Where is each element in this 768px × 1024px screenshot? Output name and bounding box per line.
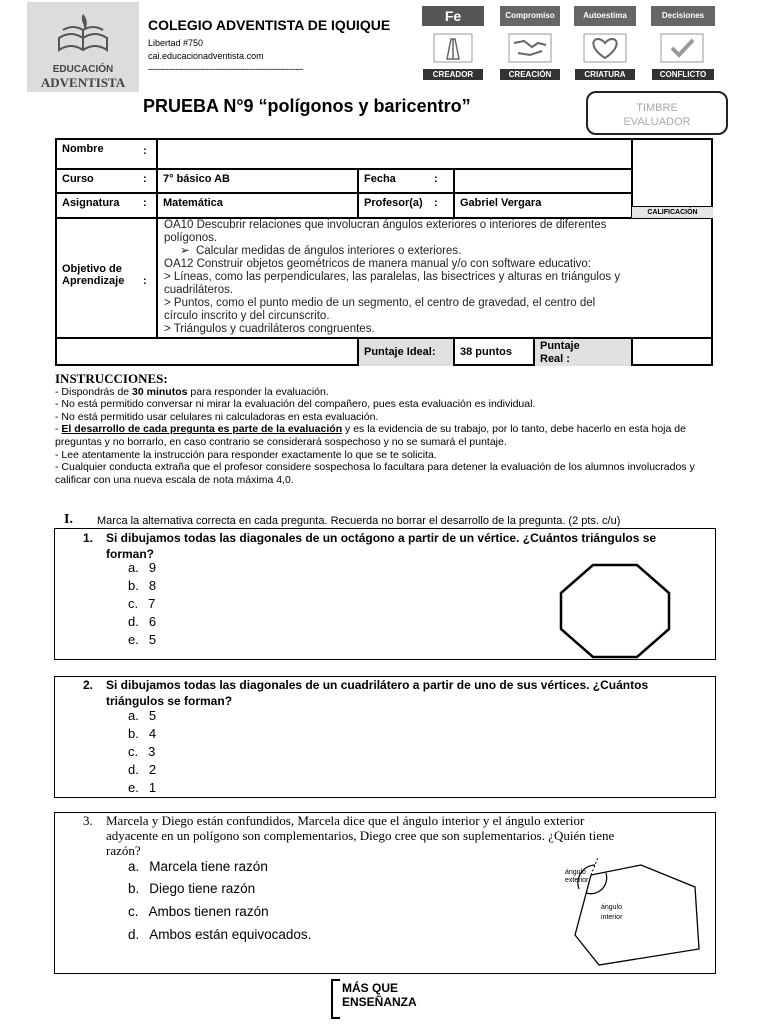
objetivo-line: > Triángulos y cuadriláteros congruentes. [164, 323, 375, 335]
option-letter: b. [128, 726, 139, 741]
handshake-icon [500, 30, 560, 66]
label-line: interior [601, 914, 623, 921]
option-letter: d. [128, 762, 139, 777]
value-bottom-criatura: CRIATURA [575, 69, 635, 80]
instruction-item: - Lee atentamente la instrucción para responder exactamente lo que se te solicita. [55, 448, 437, 461]
option-c[interactable] [128, 904, 269, 919]
option-value: 8 [148, 578, 157, 593]
instructions [55, 373, 705, 486]
option-value: Ambos tienen razón [148, 904, 269, 919]
checkmark-icon [652, 30, 712, 66]
puntaje-real-field[interactable] [632, 338, 713, 366]
curso-value: 7° básico AB [157, 169, 358, 193]
value-bottom-creacion: CREACIÓN [500, 69, 560, 80]
question-number: 2. [83, 678, 94, 692]
instruction-item [55, 423, 705, 448]
colon: : [434, 197, 438, 209]
objetivo-label-1: Objetivo de [62, 263, 122, 275]
option-letter: b. [128, 881, 140, 896]
colon: : [143, 275, 147, 287]
profesor-value: Gabriel Vergara [454, 193, 632, 218]
profesor-label-cell [358, 193, 454, 218]
option-letter: d. [128, 927, 140, 942]
fecha-label-cell [358, 169, 454, 193]
nombre-label-cell [57, 140, 157, 169]
objetivo-line: > Líneas, como las perpendiculares, las paralelas, las bisectrices y alturas en triángulos y [164, 271, 621, 283]
colon: : [434, 173, 438, 185]
puntaje-real-label [534, 338, 632, 366]
bracket-icon [328, 978, 342, 1020]
option-e[interactable] [128, 632, 156, 647]
nombre-label: Nombre [62, 143, 104, 155]
exterior-angle-label [565, 869, 588, 885]
school-name: COLEGIO ADVENTISTA DE IQUIQUE [148, 17, 391, 33]
option-value: Diego tiene razón [149, 881, 256, 896]
puntaje-real-label-2: Real : [540, 353, 570, 365]
option-letter: e. [128, 780, 139, 795]
question-number: 3. [83, 813, 93, 828]
objetivo-line: ➢ Calcular medidas de ángulos interiores o exteriores. [164, 245, 462, 257]
instruction-item: - No está permitido usar celulares ni calculadoras en esta evaluación. [55, 410, 379, 423]
option-a[interactable] [128, 859, 268, 874]
section-numeral: I. [64, 512, 73, 527]
asignatura-label: Asignatura [62, 197, 120, 209]
curso-label: Curso [62, 173, 94, 185]
octagon-figure [559, 563, 671, 659]
option-letter: c. [128, 744, 139, 759]
option-letter: a. [128, 859, 140, 874]
question-3-text-3: razón? [106, 843, 141, 858]
option-value: 6 [148, 614, 157, 629]
instruction-bold: El desarrollo de cada pregunta es parte de la evaluación [61, 423, 343, 436]
interior-angle-label [601, 903, 622, 923]
calificacion-box[interactable] [632, 140, 713, 218]
asignatura-value: Matemática [157, 193, 358, 218]
question-1-text-1: Si dibujamos todas las diagonales de un octágono a partir de un vértice. ¿Cuántos triángulos se [106, 531, 657, 545]
profesor-label: Profesor(a) [364, 197, 423, 209]
instruction-item [55, 386, 705, 399]
option-letter: e. [128, 632, 139, 647]
school-address: Libertad #750 [148, 38, 204, 48]
objetivo-line: OA12 Construir objetos geométricos de manera manual y/o con software educativo: [164, 258, 591, 270]
option-value: Ambos están equivocados. [149, 927, 312, 942]
fecha-label: Fecha [364, 173, 396, 185]
option-a[interactable] [128, 708, 156, 723]
angle-figure [549, 857, 711, 969]
value-bottom-conflicto: CONFLICTO [652, 69, 714, 80]
instructions-heading: INSTRUCCIONES: [55, 371, 168, 386]
question-3-box [54, 812, 716, 974]
option-value: 5 [148, 632, 157, 647]
page-title: PRUEBA N°9 “polígonos y baricentro” [143, 96, 471, 116]
colon: : [143, 173, 147, 185]
header-dashes: -------------------------------------------------------------- [148, 64, 303, 74]
option-b[interactable] [128, 881, 255, 896]
option-letter: b. [128, 578, 139, 593]
option-value: 5 [148, 708, 157, 723]
open-bible-flame-icon [53, 8, 113, 56]
nombre-field[interactable] [157, 140, 632, 169]
option-letter: a. [128, 708, 139, 723]
logo-line-1: EDUCACIÓN [52, 64, 114, 75]
section-instruction: Marca la alternativa correcta en cada pregunta. Recuerda no borrar el desarrollo de la pregunta. (2 pts. c/u) [97, 515, 621, 527]
value-top-compromiso: Compromiso [500, 6, 560, 26]
option-b[interactable] [128, 726, 156, 741]
option-value: 3 [148, 744, 156, 759]
value-top-fe: Fe [422, 6, 484, 26]
option-d[interactable] [128, 614, 156, 629]
objetivo-line: cuadriláteros. [164, 284, 234, 296]
question-1-box [54, 528, 716, 660]
instruction-bold: 30 minutos [132, 385, 188, 398]
school-website: cai.educacionadventista.com [148, 51, 264, 61]
school-logo [27, 2, 139, 92]
heart-icon [575, 30, 635, 66]
objetivo-line: círculo inscrito y del circunscrito. [164, 310, 330, 322]
objetivo-label-cell [57, 218, 157, 338]
option-b[interactable] [128, 578, 156, 593]
value-bottom-creador: CREADOR [423, 69, 483, 80]
question-2-text-1: Si dibujamos todas las diagonales de un cuadrilátero a partir de uno de sus vértices. ¿Cuántos [106, 678, 649, 692]
value-top-autoestima: Autoestima [574, 6, 636, 26]
option-d[interactable] [128, 927, 311, 942]
empty-cell [57, 338, 358, 366]
option-value: 7 [148, 596, 156, 611]
option-value: 2 [148, 762, 157, 777]
question-3-text-1: Marcela y Diego están confundidos, Marcela dice que el ángulo interior y el ángulo exterior [106, 813, 585, 828]
curso-label-cell [57, 169, 157, 193]
option-value: 4 [148, 726, 157, 741]
praying-hands-icon [423, 30, 483, 66]
option-letter: d. [128, 614, 139, 629]
instruction-text: y es la evidencia de su trabajo, por lo tanto, debe hacerlo en esta hoja de preguntas y no borrarlo, en caso contrario se considerará sospechoso y no se sumará el puntaje. [55, 423, 686, 448]
label-line: ángulo [601, 904, 623, 911]
option-letter: c. [128, 904, 139, 919]
question-number: 1. [83, 531, 94, 545]
instruction-text: - [55, 423, 62, 436]
option-a[interactable] [128, 560, 156, 575]
instruction-item: - Cualquier conducta extraña que el profesor considere sospechosa lo facultara para detener la evaluación de los alumnos involucrados y calificar con una nueva escala de nota máxima 4,0. [55, 461, 695, 486]
label-line: ángulo [565, 869, 587, 876]
objetivo-line: OA10 Descubrir relaciones que involucran ángulos exteriores o interiores de diferentes [164, 219, 607, 231]
question-2-text-2: triángulos se forman? [106, 694, 233, 708]
objetivo-text [157, 218, 713, 338]
option-value: 1 [148, 780, 157, 795]
puntaje-real-label-1: Puntaje [540, 340, 580, 352]
option-letter: a. [128, 560, 139, 575]
option-value: 9 [148, 560, 157, 575]
instruction-item: - No está permitido conversar ni mirar la evaluación del compañero, pues esta evaluación es individual. [55, 398, 536, 411]
objetivo-line: > Puntos, como el punto medio de un segmento, el centro de gravedad, el centro del [164, 297, 596, 309]
footer-brand-logo [328, 978, 458, 1020]
logo-line-2: ADVENTISTA [40, 75, 126, 90]
option-e[interactable] [128, 780, 156, 795]
timbre-evaluador-box [586, 91, 728, 135]
calificacion-label: CALIFICACIÓN [632, 206, 713, 218]
option-letter: c. [128, 596, 139, 611]
timbre-line-1: TIMBRE [636, 102, 678, 114]
footer-brand-line-1: MÁS QUE [342, 981, 399, 995]
puntaje-ideal-value: 38 puntos [454, 338, 534, 366]
option-c[interactable] [128, 744, 155, 759]
question-2-box [54, 676, 716, 798]
colon: : [143, 145, 147, 157]
footer-brand-line-2: ENSEÑANZA [342, 995, 417, 1009]
label-line: exterior [565, 877, 589, 884]
instruction-text: para responder la evaluación. [187, 385, 329, 398]
option-d[interactable] [128, 762, 156, 777]
student-info-table [55, 138, 713, 366]
value-top-decisiones: Decisiones [651, 6, 715, 26]
puntaje-ideal-label: Puntaje Ideal: [358, 338, 454, 366]
objetivo-label-2: Aprendizaje [62, 275, 125, 287]
fecha-field[interactable] [454, 169, 632, 193]
question-1-text-2: forman? [106, 547, 154, 561]
asignatura-label-cell [57, 193, 157, 218]
question-3-text-2: adyacente en un polígono son complementarios, Diego cree que son suplementarios. ¿Quién tiene [106, 828, 615, 843]
objetivo-line: polígonos. [164, 232, 218, 244]
colon: : [143, 197, 147, 209]
option-c[interactable] [128, 596, 155, 611]
option-value: Marcela tiene razón [149, 859, 268, 874]
instruction-text: - Dispondrás de [55, 385, 133, 398]
timbre-line-2: EVALUADOR [623, 116, 691, 128]
